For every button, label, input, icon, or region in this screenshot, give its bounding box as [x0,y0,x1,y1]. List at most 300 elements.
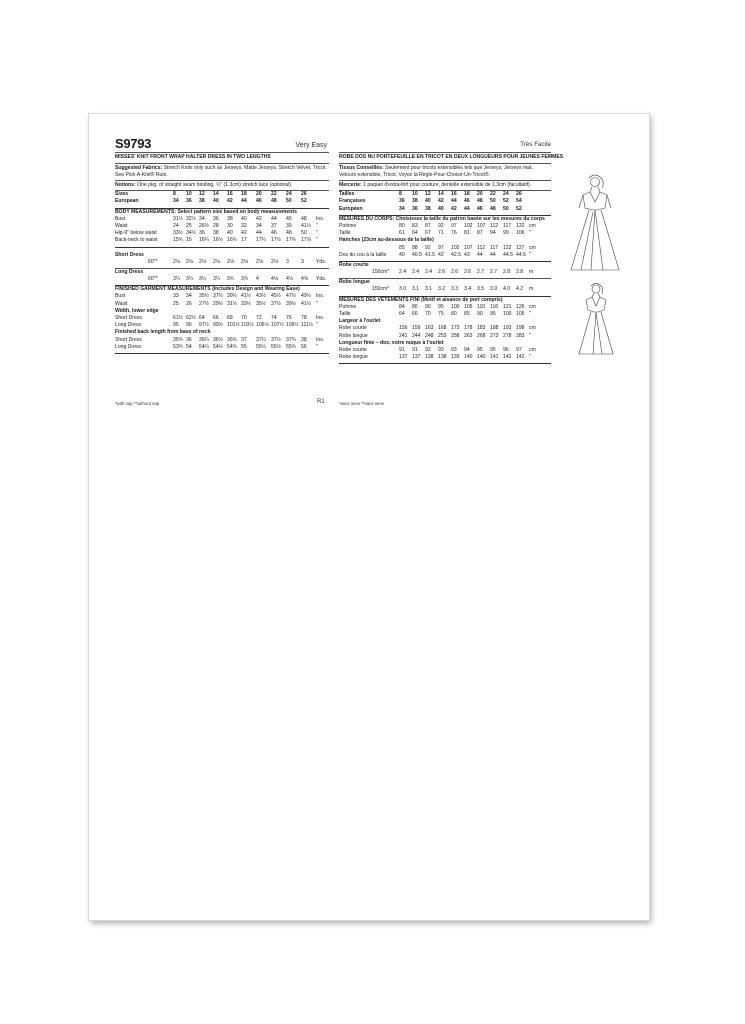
value-cell: 29½ [213,300,223,307]
value-cell: 3.0 [399,286,407,293]
long-dress-yardage-row [115,277,329,284]
value-cell: 96 [186,322,192,329]
value-cell: 156 [399,325,408,332]
value-cell: 268 [477,332,486,339]
value-cell: 90 [477,311,483,317]
value-cell: 99½ [213,322,223,329]
value-cell: 34½ [186,230,196,237]
value-cell: 24 [173,222,179,229]
value-cell: 46 [271,230,277,237]
value-cell: 42 [256,215,262,222]
value-cell: 278 [503,332,512,339]
body-measurements-heading: BODY MEASUREMENTS: Select pattern size based on body measurements [115,208,297,215]
value-cell: 35½ [256,300,266,307]
value-cell: 3.5 [477,286,485,293]
unit-cell: " [529,311,531,317]
bust-row [115,217,329,224]
value-cell: 44 [271,215,277,222]
value-cell: 66 [412,311,418,317]
row-label: Françaises [339,198,366,205]
value-cell: 44 [477,251,483,258]
value-cell: 33 [173,293,179,300]
value-cell: 61 [399,230,405,237]
value-cell: 102 [464,222,473,229]
value-cell: 44.5 [503,251,513,258]
value-cell: 54¼ [199,343,209,350]
long-dress-label-fr: Robe longue [339,279,370,286]
value-cell: 140 [464,354,473,361]
value-cell: 62½ [186,315,196,321]
value-cell: 36 [186,198,192,205]
unit-cell: cm [529,222,536,229]
pattern-heading: MISSES' KNIT FRONT WRAP HALTER DRESS IN TWO LENGTHS [115,154,271,160]
value-cell: 10 [186,191,192,198]
value-cell: 3¾ [227,276,235,283]
value-cell: 44 [490,251,496,258]
value-cell: 121 [503,303,512,310]
value-cell: 44 [241,198,247,205]
value-cell: 47½ [286,293,296,300]
row-label: Poitrine [339,303,357,310]
value-cell: 42 [451,205,457,212]
value-cell: 102 [451,244,460,251]
value-cell: 78 [301,315,307,321]
value-cell: 56 [301,343,307,350]
value-cell: 50 [503,205,509,212]
value-cell: 38 [199,198,205,205]
value-cell: 42.5 [451,251,461,258]
unit-cell: m [529,269,534,276]
finished-measurements-heading-fr: MESURES DES VÊTEMENTS FINI (Motif et aisance de port compris) [339,296,503,303]
value-cell: 126 [516,303,525,310]
value-cell: 54 [186,343,192,350]
value-cell: 54 [516,198,522,205]
value-cell: 116 [490,303,499,310]
row-label: Européen [339,205,363,212]
value-cell: 3 [286,258,289,265]
value-cell: 52 [503,198,509,205]
value-cell: 39½ [286,300,296,307]
row-label: Hip-9" below waist [115,230,157,237]
value-cell: 193 [503,325,512,332]
value-cell: 41½ [301,222,311,229]
unit-cell: Yds. [316,258,327,265]
value-cell: 159 [412,325,421,332]
value-cell: 36 [186,336,192,343]
value-cell: 97 [451,222,457,229]
unit-cell: m [529,286,534,293]
value-cell: 142 [516,354,525,361]
value-cell: 3¼ [199,276,207,283]
value-cell: 263 [464,332,473,339]
value-cell: 25 [173,300,179,307]
value-cell: 142 [503,354,512,361]
value-cell: 127 [516,244,525,251]
unit-cell: Ins. [316,215,325,222]
value-cell: 70 [425,311,431,317]
value-cell: 100 [503,311,512,317]
value-cell: 48 [477,198,483,205]
value-cell: 30 [227,222,233,229]
unit-cell: cm [529,346,536,353]
european-sizes-row-fr [339,207,551,214]
value-cell: 103½ [241,322,254,329]
value-cell: 40 [399,251,405,258]
value-cell: 35½ [199,293,209,300]
page-code: R1 [317,399,325,405]
value-cell: 4⅛ [271,276,279,283]
value-cell: 111½ [301,322,313,329]
value-cell: 141 [490,354,499,361]
value-cell: 44.5 [516,251,526,258]
value-cell: 95 [490,346,496,353]
value-cell: 3.1 [412,286,420,293]
row-label: Poitrine [339,222,357,229]
value-cell: 122 [503,244,512,251]
value-cell: 107½ [271,322,284,329]
value-cell: 28 [213,222,219,229]
value-cell: 91 [399,346,405,353]
value-cell: 117 [503,222,512,229]
value-cell: 93 [451,346,457,353]
row-label: Back-neck to waist [115,237,158,244]
unit-cell: Ins. [316,315,325,321]
value-cell: 168 [438,325,447,332]
value-cell: 44 [451,198,457,205]
value-cell: 92 [438,222,444,229]
value-cell: 46 [477,205,483,212]
value-cell: 50 [286,198,292,205]
value-cell: 101½ [227,322,240,329]
value-cell: 4⅝ [301,276,309,283]
value-cell: 41½ [241,293,251,300]
value-cell: 40 [425,198,431,205]
back-neck-row [115,238,329,245]
value-cell: 12 [425,191,431,198]
value-cell: 8 [399,191,402,198]
value-cell: 94 [490,230,496,237]
row-label: 150cm* [372,269,390,276]
value-cell: 22 [271,191,277,198]
value-cell: 92 [425,346,431,353]
value-cell: 163 [425,325,434,332]
value-cell: 110 [477,303,486,310]
row-label: Robe longue [339,354,368,361]
french-column [339,138,564,365]
notions-text: Notions: One pkg. of straight seam binding, ½" (1.3cm) stretch lace (optional). [115,182,293,189]
value-cell: 2⅛ [199,258,207,265]
value-cell: 64 [399,311,405,317]
value-cell: 2⅛ [227,258,235,265]
value-cell: 188 [490,325,499,332]
value-cell: 52 [301,198,307,205]
value-cell: 3.3 [451,286,459,293]
long-dress-sketch-icon [569,174,621,274]
value-cell: 17⅞ [301,237,311,244]
value-cell: 25 [186,222,192,229]
row-label: Sizes [115,191,129,198]
value-cell: 4½ [286,276,294,283]
value-cell: 2.7 [490,269,498,276]
back-length-long-row-fr [339,355,551,362]
value-cell: 3.9 [490,286,498,293]
fabrics-text: Suggested Fabrics: Stretch Knits only such as Jerseys, Matte Jerseys, Stretch Velvet, Tricot. See Pick-A-Knit® Rule. [115,165,327,179]
nap-footnote: *with nap **without nap [115,401,160,406]
value-cell: 139 [451,354,460,361]
value-cell: 80 [399,222,405,229]
unit-cell: " [316,300,318,307]
value-cell: 12 [199,191,205,198]
value-cell: 43 [464,251,470,258]
value-cell: 95 [438,303,444,310]
value-cell: 54½ [213,343,223,350]
value-cell: 2⅛ [186,258,194,265]
value-cell: 55 [241,343,247,350]
value-cell: 41½ [301,300,311,307]
unit-cell: " [316,222,318,229]
value-cell: 4.2 [516,286,524,293]
value-cell: 40.5 [412,251,422,258]
value-cell: 3.4 [464,286,472,293]
value-cell: 38 [227,215,233,222]
value-cell: 39 [286,222,292,229]
value-cell: 38 [425,205,431,212]
value-cell: 100 [451,303,460,310]
unit-cell: Ins. [316,293,325,300]
unit-cell: Yds. [316,276,327,283]
value-cell: 85 [399,244,405,251]
value-cell: 36 [399,198,405,205]
value-cell: 37¼ [256,336,266,343]
value-cell: 81 [464,230,470,237]
value-cell: 138 [438,354,447,361]
value-cell: 70 [241,315,247,321]
value-cell: 16¼ [199,237,209,244]
value-cell: 50 [490,198,496,205]
value-cell: 55¾ [286,343,296,350]
long-dress-label: Long Dress [115,268,144,275]
value-cell: 37½ [213,293,223,300]
unit-cell: " [529,332,531,339]
value-cell: 40 [438,205,444,212]
sizes-row [115,192,329,199]
value-cell: 37½ [271,336,281,343]
value-cell: 34 [173,198,179,205]
value-cell: 183 [477,325,486,332]
value-cell: 17¾ [286,237,296,244]
value-cell: 49½ [301,293,311,300]
back-length-long-row [115,345,329,352]
value-cell: 34 [256,222,262,229]
row-label: Short Dress [115,315,142,321]
value-cell: 138 [425,354,434,361]
width-heading: Width, lower edge [115,307,159,314]
value-cell: 48 [490,205,496,212]
row-label: Short Dress [115,336,142,343]
value-cell: 16½ [213,237,223,244]
value-cell: 3¾ [241,276,249,283]
value-cell: 37¾ [286,336,296,343]
value-cell: 2.6 [438,269,446,276]
value-cell: 105½ [256,322,269,329]
value-cell: 36¼ [199,336,209,343]
value-cell: 52 [516,205,522,212]
value-cell: 112 [490,222,499,229]
value-cell: 95 [173,322,179,329]
row-label: Robe courte [339,325,367,332]
value-cell: 53¾ [173,343,183,350]
value-cell: 173 [451,325,460,332]
value-cell: 2⅛ [271,258,279,265]
unit-cell: " [529,251,531,258]
value-cell: 241 [399,332,408,339]
value-cell: 10 [412,191,418,198]
value-cell: 41.5 [425,251,435,258]
unit-cell: " [529,230,531,237]
unit-cell: Ins. [316,336,325,343]
back-length-heading-fr: Longueur finie – dos, votre nuque à l'ourlet [339,339,444,346]
value-cell: 45½ [271,293,281,300]
value-cell: 44 [464,205,470,212]
value-cell: 3¼ [213,276,221,283]
value-cell: 91 [412,346,418,353]
difficulty-label-fr: Très Facile [520,141,551,148]
row-label: 60"* [148,276,158,283]
value-cell: 107 [477,222,486,229]
value-cell: 273 [490,332,499,339]
row-label: Long Dress [115,343,142,350]
value-cell: 122 [516,222,525,229]
value-cell: 16 [186,237,192,244]
value-cell: 117 [490,244,499,251]
row-label: Waist [115,222,128,229]
fabrics-text-fr: Tissus Conseillés: Seulement pour tricots extensibles tels que Jerseys, Jerseys mat, Velours extensible, Tricot. Voyez la Règle-Pour-Choisir-Un-Tricot®. [339,165,533,179]
value-cell: 33½ [173,230,183,237]
row-label: Robe courte [339,346,367,353]
value-cell: 17 [241,237,247,244]
value-cell: 14 [438,191,444,198]
value-cell: 93 [438,346,444,353]
finished-measurements-heading: FINISHED GARMENT MEASUREMENTS (Includes Design and Wearing Ease) [115,286,300,293]
row-label: 60"* [148,258,158,265]
body-measurements-heading-fr: MESURES DU CORPS: Choisissez la taille du patron basée sur les mesures du corps [339,215,545,222]
value-cell: 64 [199,315,205,321]
value-cell: 18 [241,191,247,198]
value-cell: 95 [477,346,483,353]
value-cell: 34 [399,205,405,212]
long-dress-yardage-row-fr [339,287,551,294]
nap-footnote-fr: *avec sens **sans sens [339,401,384,406]
value-cell: 32 [241,222,247,229]
value-cell: 46 [286,215,292,222]
european-sizes-row [115,199,329,206]
value-cell: 44 [256,230,262,237]
value-cell: 94 [464,346,470,353]
value-cell: 40 [227,230,233,237]
unit-cell: cm [529,244,536,251]
value-cell: 2.4 [399,269,407,276]
value-cell: 15¾ [173,237,183,244]
unit-cell: cm [529,325,536,332]
value-cell: 55¼ [256,343,266,350]
value-cell: 88 [412,244,418,251]
row-label: Robe longue [339,332,368,339]
value-cell: 17½ [271,237,281,244]
value-cell: 96 [503,346,509,353]
value-cell: 14 [213,191,219,198]
value-cell: 40 [213,198,219,205]
value-cell: 3.1 [425,286,433,293]
width-heading-fr: Largeur à l'ourlet [339,318,381,325]
value-cell: 34 [199,215,205,222]
value-cell: 18 [464,191,470,198]
back-length-heading: Finished back length from base of neck [115,329,211,336]
row-label: Waist [115,300,128,307]
value-cell: 64 [412,230,418,237]
value-cell: 72 [256,315,262,321]
value-cell: 55½ [271,343,281,350]
value-cell: 26 [301,191,307,198]
value-cell: 36 [199,230,205,237]
value-cell: 46 [464,198,470,205]
value-cell: 198 [516,325,525,332]
value-cell: 3 [301,258,304,265]
value-cell: 2.7 [477,269,485,276]
value-cell: 87 [477,230,483,237]
difficulty-label: Very Easy [295,142,327,149]
title-row [115,138,329,153]
short-dress-yardage-row-fr [339,270,551,277]
value-cell: 17¼ [256,237,266,244]
pattern-heading-fr: ROBE DOS NU PORTEFEUILLE EN TRICOT EN DEUX LONGUEURS POUR JEUNES FEMMES [339,154,564,160]
value-cell: 92 [425,244,431,251]
value-cell: 71 [438,230,444,237]
value-cell: 48 [301,215,307,222]
value-cell: 97 [438,244,444,251]
value-cell: 2⅛ [213,258,221,265]
value-cell: 37 [271,222,277,229]
unit-cell: " [316,237,318,244]
value-cell: 283 [516,332,525,339]
row-label: Long Dress [115,322,142,329]
value-cell: 31½ [227,300,237,307]
unit-cell: " [316,322,318,329]
value-cell: 137 [399,354,408,361]
value-cell: 3¼ [173,276,181,283]
value-cell: 4.0 [503,286,511,293]
value-cell: 244 [412,332,421,339]
value-cell: 36 [213,215,219,222]
value-cell: 20 [256,191,262,198]
value-cell: 112 [477,244,486,251]
row-label: Tailles [339,191,355,198]
value-cell: 26 [516,191,522,198]
value-cell: 46 [256,198,262,205]
value-cell: 40 [241,215,247,222]
value-cell: 50 [301,230,307,237]
short-dress-label: Short Dress [115,251,144,258]
value-cell: 87 [425,222,431,229]
value-cell: 2⅛ [241,258,249,265]
row-label: Dos du cou à la taille [339,251,387,258]
value-cell: 42 [438,198,444,205]
value-cell: 37 [241,336,247,343]
value-cell: 48 [286,230,292,237]
value-cell: 61½ [173,315,183,321]
value-cell: 43½ [256,293,266,300]
value-cell: 2⅛ [173,258,181,265]
value-cell: 75 [438,311,444,317]
